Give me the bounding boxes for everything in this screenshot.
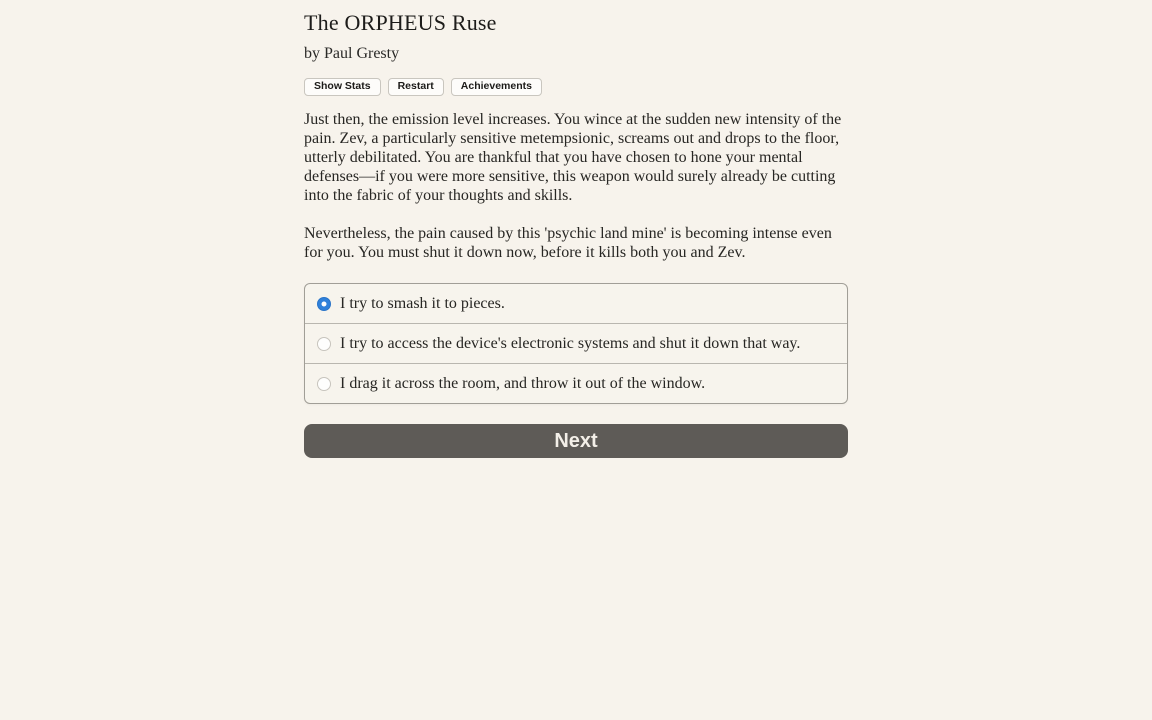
choice-label: I try to smash it to pieces. xyxy=(340,295,505,312)
page-title: The ORPHEUS Ruse xyxy=(304,10,497,35)
story-paragraph: Just then, the emission level increases. You wince at the sudden new intensity of the pain. Zev, a particularly sensitive metempsionic, screams out and drops to the floor, utterly debilitated. You are thankful that you have chosen to hone your mental defenses—if you were more sensitive, this weapon would surely already be cutting into the fabric of your thoughts and skills. xyxy=(304,111,842,204)
choice-option-1[interactable] xyxy=(305,284,847,323)
show-stats-button[interactable]: Show Stats xyxy=(304,78,381,96)
radio-button-icon[interactable] xyxy=(317,337,331,351)
next-button[interactable]: Next xyxy=(304,424,848,458)
author-byline: by Paul Gresty xyxy=(304,45,400,62)
choice-label: I try to access the device's electronic systems and shut it down that way. xyxy=(340,335,801,352)
achievements-button[interactable]: Achievements xyxy=(451,78,542,96)
choice-option-2[interactable] xyxy=(305,323,847,363)
radio-button-icon[interactable] xyxy=(317,377,331,391)
game-page xyxy=(304,0,848,458)
choice-label: I drag it across the room, and throw it out of the window. xyxy=(340,375,706,392)
choice-list xyxy=(304,283,848,404)
story-text xyxy=(304,110,848,262)
story-paragraph: Nevertheless, the pain caused by this 'psychic land mine' is becoming intense even for you. You must shut it down now, before it kills both you and Zev. xyxy=(304,225,832,261)
radio-button-icon[interactable] xyxy=(317,297,331,311)
restart-button[interactable]: Restart xyxy=(388,78,444,96)
choice-option-3[interactable] xyxy=(305,363,847,403)
toolbar xyxy=(304,78,848,96)
